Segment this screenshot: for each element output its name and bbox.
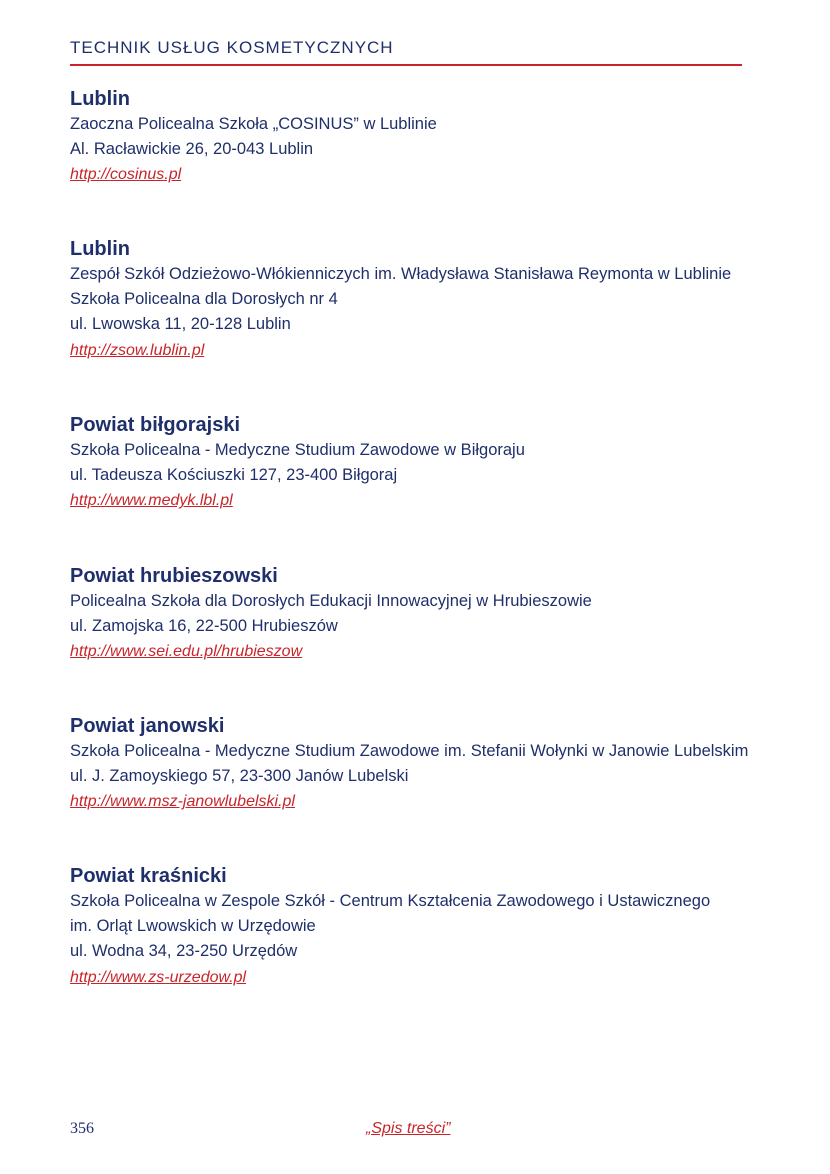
school-address: ul. Lwowska 11, 20-128 Lublin: [70, 315, 291, 334]
header-rule: [70, 64, 742, 66]
school-url-link[interactable]: http://www.msz-janowlubelski.pl: [70, 793, 295, 811]
school-address: Al. Racławickie 26, 20-043 Lublin: [70, 140, 314, 159]
region-heading: Lublin: [70, 238, 130, 260]
running-header: TECHNIK USŁUG KOSMETYCZNYCH: [70, 38, 394, 57]
school-name: Zespół Szkół Odzieżowo-Włókienniczych im. Władysława Stanisława Reymonta w Lublinie: [70, 265, 732, 283]
school-name: Zaoczna Policealna Szkoła „COSINUS” w Lublinie: [70, 115, 437, 133]
page-number: 356: [70, 1120, 94, 1137]
region-heading: Lublin: [70, 88, 130, 110]
school-subname: Szkoła Policealna dla Dorosłych nr 4: [70, 290, 338, 309]
school-address: ul. Zamojska 16, 22-500 Hrubieszów: [70, 617, 338, 636]
school-url-link[interactable]: http://www.sei.edu.pl/hrubieszow: [70, 643, 303, 661]
school-url-link[interactable]: http://zsow.lublin.pl: [70, 341, 205, 359]
school-name-continued: im. Orląt Lwowskich w Urzędowie: [70, 917, 316, 936]
school-entry: [70, 412, 525, 513]
school-name: Szkoła Policealna - Medyczne Studium Zawodowe w Biłgoraju: [70, 441, 525, 459]
school-address: ul. J. Zamoyskiego 57, 23-300 Janów Lubelski: [70, 767, 409, 786]
region-heading: Powiat biłgorajski: [70, 414, 241, 436]
school-entry: [70, 563, 592, 664]
school-entry: [70, 863, 710, 990]
region-heading: Powiat janowski: [70, 715, 225, 737]
school-name: Szkoła Policealna - Medyczne Studium Zawodowe im. Stefanii Wołynki w Janowie Lubelskim: [70, 742, 749, 760]
school-name: Policealna Szkoła dla Dorosłych Edukacji Innowacyjnej w Hrubieszowie: [70, 592, 592, 610]
school-entry: [70, 236, 731, 363]
table-of-contents-link[interactable]: „Spis treści”: [366, 1120, 451, 1137]
school-url-link[interactable]: http://www.medyk.lbl.pl: [70, 492, 233, 510]
school-url-link[interactable]: http://cosinus.pl: [70, 166, 182, 184]
school-address: ul. Wodna 34, 23-250 Urzędów: [70, 942, 298, 961]
school-entry: [70, 86, 437, 187]
school-entry: [70, 713, 748, 814]
school-address: ul. Tadeusza Kościuszki 127, 23-400 Biłgoraj: [70, 466, 398, 485]
region-heading: Powiat hrubieszowski: [70, 565, 278, 587]
school-url-link[interactable]: http://www.zs-urzedow.pl: [70, 968, 247, 986]
school-name: Szkoła Policealna w Zespole Szkół - Centrum Kształcenia Zawodowego i Ustawicznego: [70, 892, 711, 910]
region-heading: Powiat kraśnicki: [70, 865, 227, 887]
